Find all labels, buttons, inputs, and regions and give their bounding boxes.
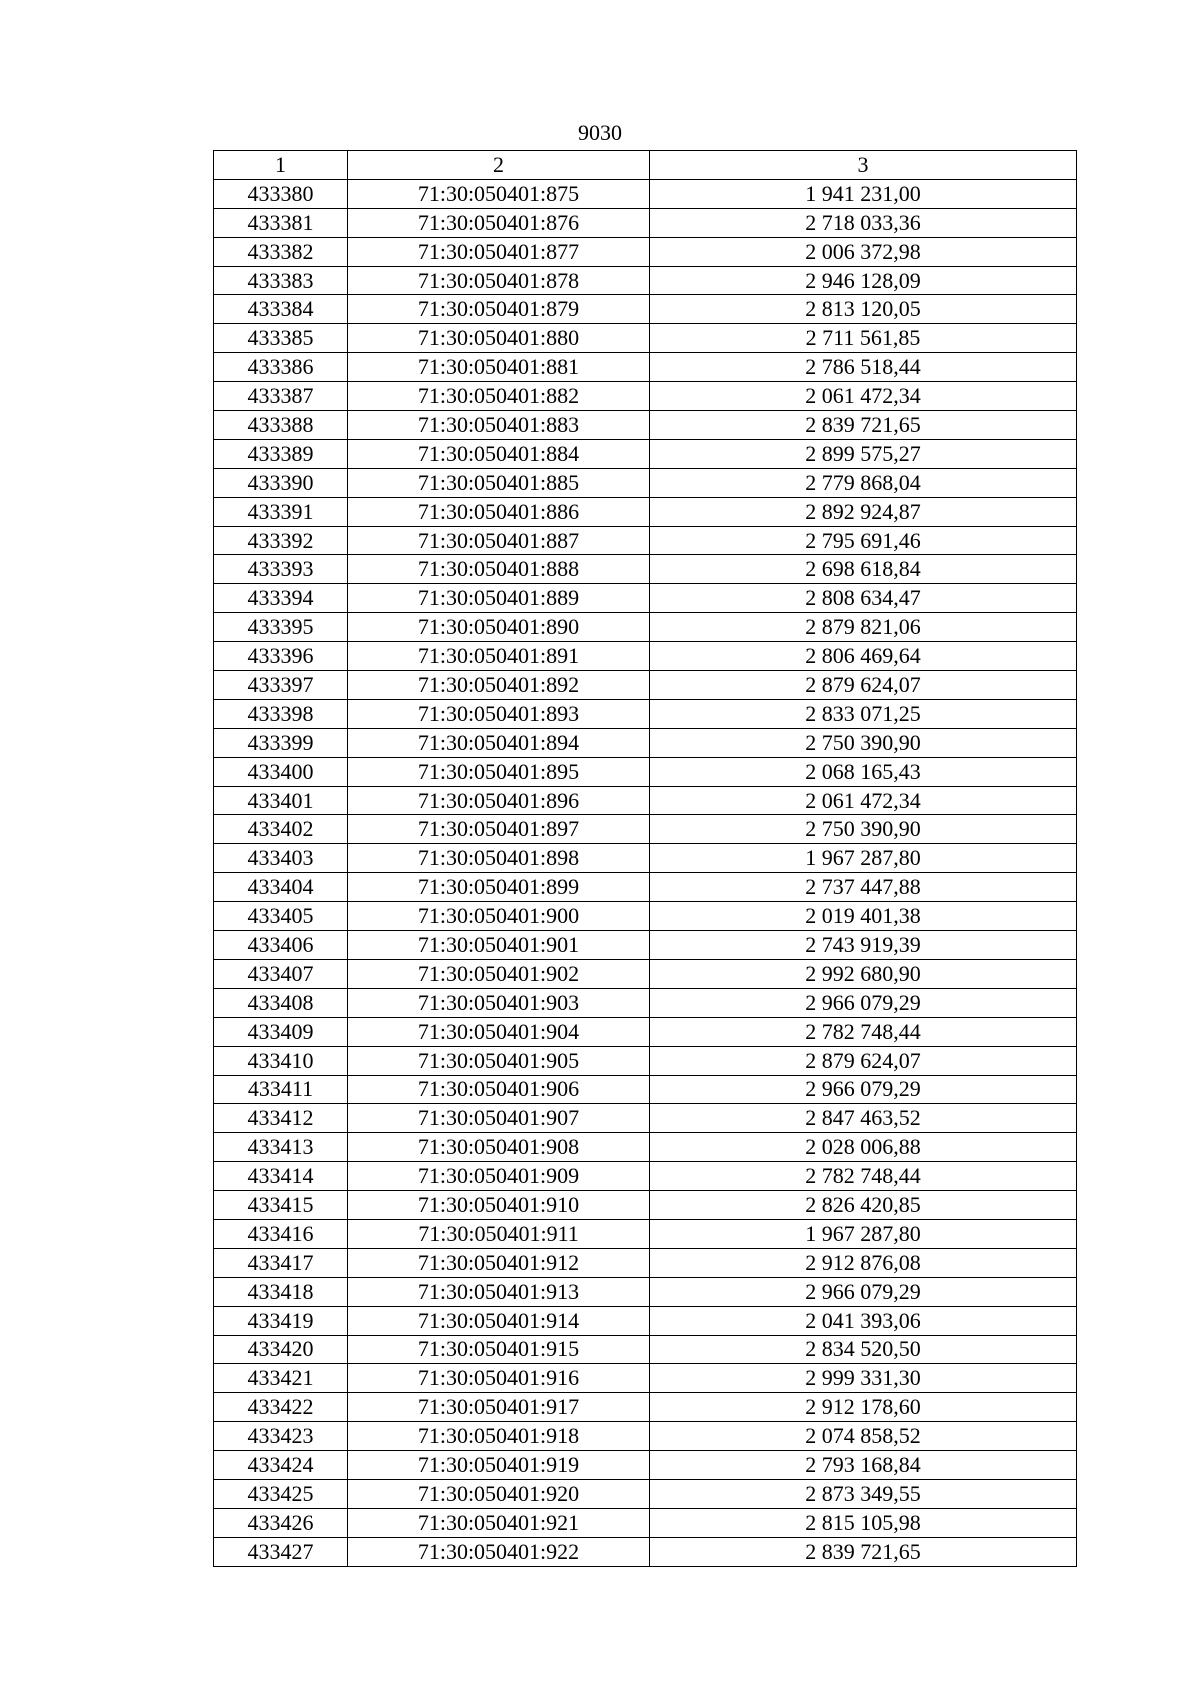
- cadastral-number-cell: 71:30:050401:878: [348, 266, 650, 295]
- cadastral-number-cell: 71:30:050401:911: [348, 1219, 650, 1248]
- table-row: [214, 988, 1077, 1017]
- row-number-cell: 433386: [214, 353, 348, 382]
- row-number-cell: 433423: [214, 1422, 348, 1451]
- table-body: [214, 179, 1077, 1566]
- cadastral-value-cell: 2 992 680,90: [650, 959, 1077, 988]
- table-row: [214, 1104, 1077, 1133]
- cadastral-number-cell: 71:30:050401:875: [348, 179, 650, 208]
- cadastral-number-cell: 71:30:050401:899: [348, 873, 650, 902]
- cadastral-number-cell: 71:30:050401:904: [348, 1017, 650, 1046]
- row-number-cell: 433411: [214, 1075, 348, 1104]
- cadastral-value-cell: 2 750 390,90: [650, 815, 1077, 844]
- table-row: [214, 1277, 1077, 1306]
- table-row: [214, 931, 1077, 960]
- row-number-cell: 433415: [214, 1191, 348, 1220]
- row-number-cell: 433414: [214, 1162, 348, 1191]
- cadastral-number-cell: 71:30:050401:892: [348, 671, 650, 700]
- cadastral-value-cell: 2 847 463,52: [650, 1104, 1077, 1133]
- cadastral-value-cell: 2 006 372,98: [650, 237, 1077, 266]
- cadastral-number-cell: 71:30:050401:917: [348, 1393, 650, 1422]
- table-row: [214, 613, 1077, 642]
- cadastral-number-cell: 71:30:050401:888: [348, 555, 650, 584]
- table-row: [214, 1306, 1077, 1335]
- table-row: [214, 555, 1077, 584]
- row-number-cell: 433426: [214, 1508, 348, 1537]
- table-row: [214, 699, 1077, 728]
- table-row: [214, 728, 1077, 757]
- cadastral-value-cell: 2 718 033,36: [650, 208, 1077, 237]
- cadastral-value-table: [213, 150, 1077, 1567]
- table-row: [214, 1479, 1077, 1508]
- cadastral-number-cell: 71:30:050401:900: [348, 902, 650, 931]
- table-row: [214, 671, 1077, 700]
- cadastral-value-cell: 2 711 561,85: [650, 324, 1077, 353]
- column-header-1: 1: [214, 151, 348, 180]
- table-row: [214, 1393, 1077, 1422]
- row-number-cell: 433397: [214, 671, 348, 700]
- row-number-cell: 433400: [214, 757, 348, 786]
- cadastral-value-cell: 2 019 401,38: [650, 902, 1077, 931]
- cadastral-number-cell: 71:30:050401:901: [348, 931, 650, 960]
- row-number-cell: 433404: [214, 873, 348, 902]
- cadastral-value-cell: 2 839 721,65: [650, 1537, 1077, 1566]
- row-number-cell: 433427: [214, 1537, 348, 1566]
- row-number-cell: 433408: [214, 988, 348, 1017]
- row-number-cell: 433388: [214, 411, 348, 440]
- row-number-cell: 433401: [214, 786, 348, 815]
- cadastral-number-cell: 71:30:050401:902: [348, 959, 650, 988]
- cadastral-number-cell: 71:30:050401:898: [348, 844, 650, 873]
- cadastral-value-cell: 2 061 472,34: [650, 382, 1077, 411]
- cadastral-value-cell: 2 782 748,44: [650, 1017, 1077, 1046]
- table-row: [214, 1451, 1077, 1480]
- row-number-cell: 433418: [214, 1277, 348, 1306]
- row-number-cell: 433417: [214, 1248, 348, 1277]
- table-row: [214, 1162, 1077, 1191]
- table-row: [214, 584, 1077, 613]
- table-row: [214, 1219, 1077, 1248]
- cadastral-number-cell: 71:30:050401:906: [348, 1075, 650, 1104]
- cadastral-number-cell: 71:30:050401:885: [348, 468, 650, 497]
- row-number-cell: 433392: [214, 526, 348, 555]
- cadastral-value-cell: 2 946 128,09: [650, 266, 1077, 295]
- cadastral-value-cell: 2 750 390,90: [650, 728, 1077, 757]
- row-number-cell: 433387: [214, 382, 348, 411]
- cadastral-number-cell: 71:30:050401:887: [348, 526, 650, 555]
- cadastral-number-cell: 71:30:050401:886: [348, 497, 650, 526]
- row-number-cell: 433407: [214, 959, 348, 988]
- table-row: [214, 902, 1077, 931]
- table-row: [214, 1075, 1077, 1104]
- cadastral-number-cell: 71:30:050401:895: [348, 757, 650, 786]
- cadastral-number-cell: 71:30:050401:914: [348, 1306, 650, 1335]
- cadastral-number-cell: 71:30:050401:891: [348, 642, 650, 671]
- cadastral-value-cell: 2 873 349,55: [650, 1479, 1077, 1508]
- cadastral-value-cell: 2 813 120,05: [650, 295, 1077, 324]
- table-row: [214, 208, 1077, 237]
- cadastral-value-cell: 2 912 876,08: [650, 1248, 1077, 1277]
- cadastral-value-cell: 2 779 868,04: [650, 468, 1077, 497]
- cadastral-number-cell: 71:30:050401:889: [348, 584, 650, 613]
- cadastral-value-cell: 2 833 071,25: [650, 699, 1077, 728]
- table-row: [214, 266, 1077, 295]
- page-number: 9030: [578, 120, 622, 145]
- cadastral-value-cell: 2 999 331,30: [650, 1364, 1077, 1393]
- row-number-cell: 433393: [214, 555, 348, 584]
- row-number-cell: 433396: [214, 642, 348, 671]
- table-row: [214, 1191, 1077, 1220]
- cadastral-number-cell: 71:30:050401:919: [348, 1451, 650, 1480]
- row-number-cell: 433409: [214, 1017, 348, 1046]
- row-number-cell: 433383: [214, 266, 348, 295]
- row-number-cell: 433412: [214, 1104, 348, 1133]
- cadastral-number-cell: 71:30:050401:883: [348, 411, 650, 440]
- table-row: [214, 1508, 1077, 1537]
- cadastral-value-cell: 2 737 447,88: [650, 873, 1077, 902]
- row-number-cell: 433394: [214, 584, 348, 613]
- cadastral-value-cell: 2 074 858,52: [650, 1422, 1077, 1451]
- row-number-cell: 433402: [214, 815, 348, 844]
- cadastral-number-cell: 71:30:050401:896: [348, 786, 650, 815]
- column-header-3: 3: [650, 151, 1077, 180]
- cadastral-value-cell: 2 061 472,34: [650, 786, 1077, 815]
- cadastral-number-cell: 71:30:050401:922: [348, 1537, 650, 1566]
- row-number-cell: 433416: [214, 1219, 348, 1248]
- row-number-cell: 433382: [214, 237, 348, 266]
- cadastral-value-cell: 2 966 079,29: [650, 1277, 1077, 1306]
- cadastral-value-cell: 2 966 079,29: [650, 1075, 1077, 1104]
- cadastral-value-cell: 2 966 079,29: [650, 988, 1077, 1017]
- cadastral-number-cell: 71:30:050401:909: [348, 1162, 650, 1191]
- cadastral-number-cell: 71:30:050401:916: [348, 1364, 650, 1393]
- table-row: [214, 1335, 1077, 1364]
- cadastral-value-cell: 2 041 393,06: [650, 1306, 1077, 1335]
- cadastral-number-cell: 71:30:050401:890: [348, 613, 650, 642]
- cadastral-value-cell: 2 892 924,87: [650, 497, 1077, 526]
- cadastral-number-cell: 71:30:050401:910: [348, 1191, 650, 1220]
- cadastral-value-cell: 2 795 691,46: [650, 526, 1077, 555]
- row-number-cell: 433425: [214, 1479, 348, 1508]
- table-row: [214, 468, 1077, 497]
- row-number-cell: 433390: [214, 468, 348, 497]
- cadastral-number-cell: 71:30:050401:907: [348, 1104, 650, 1133]
- cadastral-value-cell: 1 967 287,80: [650, 844, 1077, 873]
- cadastral-number-cell: 71:30:050401:905: [348, 1046, 650, 1075]
- cadastral-number-cell: 71:30:050401:918: [348, 1422, 650, 1451]
- table-row: [214, 1046, 1077, 1075]
- cadastral-number-cell: 71:30:050401:913: [348, 1277, 650, 1306]
- row-number-cell: 433403: [214, 844, 348, 873]
- table-row: [214, 959, 1077, 988]
- cadastral-value-cell: 2 826 420,85: [650, 1191, 1077, 1220]
- cadastral-value-cell: 2 879 624,07: [650, 671, 1077, 700]
- cadastral-number-cell: 71:30:050401:908: [348, 1133, 650, 1162]
- table-row: [214, 382, 1077, 411]
- cadastral-value-cell: 2 834 520,50: [650, 1335, 1077, 1364]
- row-number-cell: 433385: [214, 324, 348, 353]
- cadastral-number-cell: 71:30:050401:912: [348, 1248, 650, 1277]
- table-row: [214, 1364, 1077, 1393]
- table-row: [214, 786, 1077, 815]
- cadastral-value-cell: 2 743 919,39: [650, 931, 1077, 960]
- cadastral-value-cell: 2 793 168,84: [650, 1451, 1077, 1480]
- row-number-cell: 433389: [214, 439, 348, 468]
- table-row: [214, 353, 1077, 382]
- cadastral-number-cell: 71:30:050401:884: [348, 439, 650, 468]
- row-number-cell: 433405: [214, 902, 348, 931]
- cadastral-value-cell: 2 786 518,44: [650, 353, 1077, 382]
- cadastral-number-cell: 71:30:050401:879: [348, 295, 650, 324]
- cadastral-number-cell: 71:30:050401:893: [348, 699, 650, 728]
- cadastral-value-cell: 2 912 178,60: [650, 1393, 1077, 1422]
- table-row: [214, 1017, 1077, 1046]
- cadastral-number-cell: 71:30:050401:880: [348, 324, 650, 353]
- cadastral-number-cell: 71:30:050401:920: [348, 1479, 650, 1508]
- table-row: [214, 411, 1077, 440]
- table-row: [214, 439, 1077, 468]
- cadastral-value-cell: 2 698 618,84: [650, 555, 1077, 584]
- row-number-cell: 433421: [214, 1364, 348, 1393]
- row-number-cell: 433398: [214, 699, 348, 728]
- table-row: [214, 324, 1077, 353]
- cadastral-value-cell: 1 941 231,00: [650, 179, 1077, 208]
- row-number-cell: 433419: [214, 1306, 348, 1335]
- cadastral-value-cell: 2 839 721,65: [650, 411, 1077, 440]
- cadastral-value-cell: 2 028 006,88: [650, 1133, 1077, 1162]
- table-row: [214, 642, 1077, 671]
- table-row: [214, 1422, 1077, 1451]
- column-header-2: 2: [348, 151, 650, 180]
- table-row: [214, 844, 1077, 873]
- row-number-cell: 433420: [214, 1335, 348, 1364]
- table-row: [214, 1537, 1077, 1566]
- row-number-cell: 433406: [214, 931, 348, 960]
- row-number-cell: 433424: [214, 1451, 348, 1480]
- table-row: [214, 1133, 1077, 1162]
- row-number-cell: 433399: [214, 728, 348, 757]
- row-number-cell: 433395: [214, 613, 348, 642]
- row-number-cell: 433381: [214, 208, 348, 237]
- row-number-cell: 433413: [214, 1133, 348, 1162]
- cadastral-value-cell: 2 899 575,27: [650, 439, 1077, 468]
- table-row: [214, 815, 1077, 844]
- cadastral-number-cell: 71:30:050401:882: [348, 382, 650, 411]
- table-row: [214, 1248, 1077, 1277]
- table-row: [214, 497, 1077, 526]
- cadastral-value-cell: 1 967 287,80: [650, 1219, 1077, 1248]
- table-row: [214, 237, 1077, 266]
- cadastral-value-cell: 2 879 821,06: [650, 613, 1077, 642]
- table-row: [214, 757, 1077, 786]
- table-row: [214, 873, 1077, 902]
- cadastral-value-cell: 2 808 634,47: [650, 584, 1077, 613]
- cadastral-value-cell: 2 806 469,64: [650, 642, 1077, 671]
- cadastral-number-cell: 71:30:050401:881: [348, 353, 650, 382]
- cadastral-number-cell: 71:30:050401:921: [348, 1508, 650, 1537]
- cadastral-number-cell: 71:30:050401:897: [348, 815, 650, 844]
- cadastral-value-cell: 2 782 748,44: [650, 1162, 1077, 1191]
- cadastral-number-cell: 71:30:050401:903: [348, 988, 650, 1017]
- row-number-cell: 433422: [214, 1393, 348, 1422]
- row-number-cell: 433384: [214, 295, 348, 324]
- cadastral-number-cell: 71:30:050401:915: [348, 1335, 650, 1364]
- row-number-cell: 433380: [214, 179, 348, 208]
- cadastral-value-cell: 2 068 165,43: [650, 757, 1077, 786]
- column-number-row: [214, 151, 1077, 180]
- row-number-cell: 433410: [214, 1046, 348, 1075]
- cadastral-number-cell: 71:30:050401:877: [348, 237, 650, 266]
- cadastral-number-cell: 71:30:050401:876: [348, 208, 650, 237]
- table-row: [214, 179, 1077, 208]
- table-row: [214, 526, 1077, 555]
- row-number-cell: 433391: [214, 497, 348, 526]
- table-row: [214, 295, 1077, 324]
- cadastral-number-cell: 71:30:050401:894: [348, 728, 650, 757]
- cadastral-value-cell: 2 815 105,98: [650, 1508, 1077, 1537]
- cadastral-value-cell: 2 879 624,07: [650, 1046, 1077, 1075]
